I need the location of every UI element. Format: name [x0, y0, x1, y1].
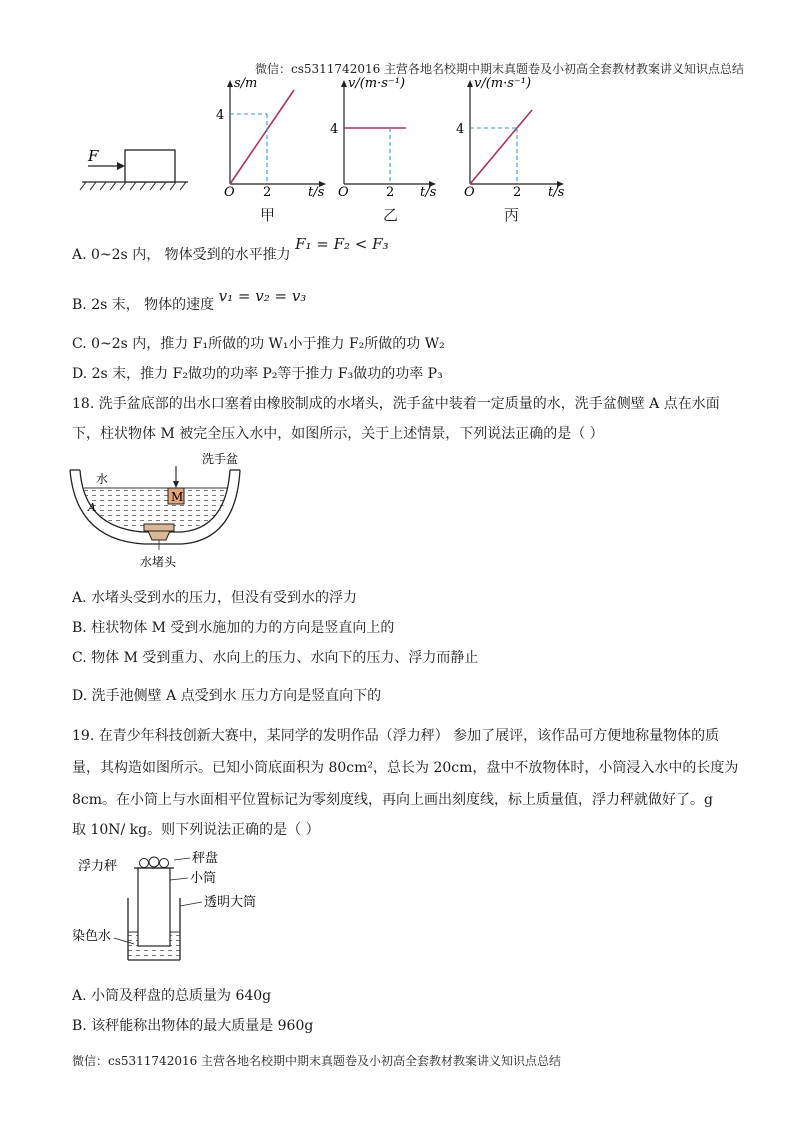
q19-stem-line-4: 取 10N/ kg。则下列说法正确的是（ ）: [72, 822, 320, 838]
origin-label: O: [464, 185, 475, 197]
caption-yi: 乙: [383, 206, 399, 224]
watermark-bottom: 微信：cs5311742016 主营各地名校期中期末真题卷及小初高全套教材教案讲义知识点总结: [72, 1054, 562, 1068]
q17-option-a-text: A. 0~2s 内， 物体受到的水平推力: [72, 247, 291, 263]
q19-stem-line-1: 19. 在青少年科技创新大赛中，某同学的发明作品（浮力秤） 参加了展评，该作品可方便地称量物体的质: [72, 728, 720, 744]
pan-label: 秤盘: [192, 851, 219, 866]
basin-label: 洗手盆: [202, 452, 239, 466]
x-axis-label: t/s: [308, 185, 325, 197]
block: [125, 150, 175, 182]
q18-option-b[interactable]: B. 柱状物体 M 受到水施加的力的方向是竖直向上的: [72, 620, 395, 636]
q19-stem-line-3: 8cm。在小筒上与水面相平位置标记为零刻度线，再向上画出刻度线，标上质量值，浮力秤就做好了。g: [72, 792, 713, 808]
q17-option-b-formula: v₁ = v₂ = v₃: [218, 287, 307, 305]
q17-option-a-formula: F₁ = F₂ < F₃: [295, 235, 389, 253]
y-tick: 4: [216, 108, 225, 123]
point-a-label: A: [88, 501, 96, 514]
q17-option-b[interactable]: [72, 287, 307, 315]
watermark-top: 微信：cs5311742016 主营各地名校期中期末真题卷及小初高全套教材教案讲义知识点总结: [255, 62, 745, 76]
object-label: M: [171, 490, 184, 504]
y-tick: 4: [330, 122, 339, 137]
graph-bing: [448, 72, 568, 197]
force-label: F: [88, 147, 99, 165]
wash-basin-diagram: [60, 448, 260, 573]
y-axis-label: v/(m·s⁻¹): [474, 76, 532, 91]
y-axis-label: s/m: [234, 76, 258, 91]
x-tick: 2: [513, 185, 522, 197]
water-label: 水: [96, 472, 109, 486]
tube-label: 小筒: [190, 871, 217, 886]
q19-stem-line-2: 量，其构造如图所示。已知小筒底面积为 80cm²，总长为 20cm，盘中不放物体时，小筒浸入水中的长度为: [72, 760, 739, 776]
x-axis-label: t/s: [548, 185, 565, 197]
q18-option-a[interactable]: A. 水堵头受到水的压力，但没有受到水的浮力: [72, 590, 358, 606]
y-axis-label: v/(m·s⁻¹): [348, 76, 406, 91]
block-force-diagram: [70, 140, 200, 200]
q19-option-b[interactable]: B. 该秤能称出物体的最大质量是 960g: [72, 1018, 314, 1034]
caption-bing: 丙: [504, 206, 520, 224]
plug-label: 水堵头: [140, 555, 177, 569]
y-tick: 4: [456, 122, 465, 137]
x-tick: 2: [263, 185, 272, 197]
q17-option-c[interactable]: C. 0~2s 内，推力 F₁所做的功 W₁小于推力 F₂所做的功 W₂: [72, 336, 445, 352]
graph-yi: [322, 72, 440, 197]
scale-title: 浮力秤: [78, 859, 118, 874]
q18-stem-line-1: 18. 洗手盆底部的出水口塞着由橡胶制成的水堵头，洗手盆中装着一定质量的水，洗手盆侧壁 A 点在水面: [72, 396, 720, 412]
q18-option-c[interactable]: C. 物体 M 受到重力、水向上的压力、水向下的压力、浮力而静止: [72, 650, 479, 666]
q18-option-d[interactable]: D. 洗手池侧壁 A 点受到水 压力方向是竖直向下的: [72, 688, 382, 704]
caption-jia: 甲: [260, 206, 276, 224]
x-axis-label: t/s: [420, 185, 437, 197]
q17-option-b-text: B. 2s 末， 物体的速度: [72, 297, 215, 313]
buoyancy-scale-diagram: [72, 848, 302, 968]
q19-option-a[interactable]: A. 小筒及秤盘的总质量为 640g: [72, 988, 272, 1004]
origin-label: O: [224, 185, 235, 197]
q18-stem-line-2: 下，柱状物体 M 被完全压入水中，如图所示，关于上述情景，下列说法正确的是（ ）: [72, 426, 604, 442]
origin-label: O: [338, 185, 349, 197]
graph-jia: [212, 72, 330, 197]
q17-option-a[interactable]: [72, 235, 389, 265]
q17-option-d[interactable]: D. 2s 末，推力 F₂做功的功率 P₂等于推力 F₃做功的功率 P₃: [72, 366, 443, 382]
dyed-water-label: 染色水: [72, 929, 112, 944]
x-tick: 2: [386, 185, 395, 197]
cylinder-label: 透明大筒: [204, 895, 257, 910]
